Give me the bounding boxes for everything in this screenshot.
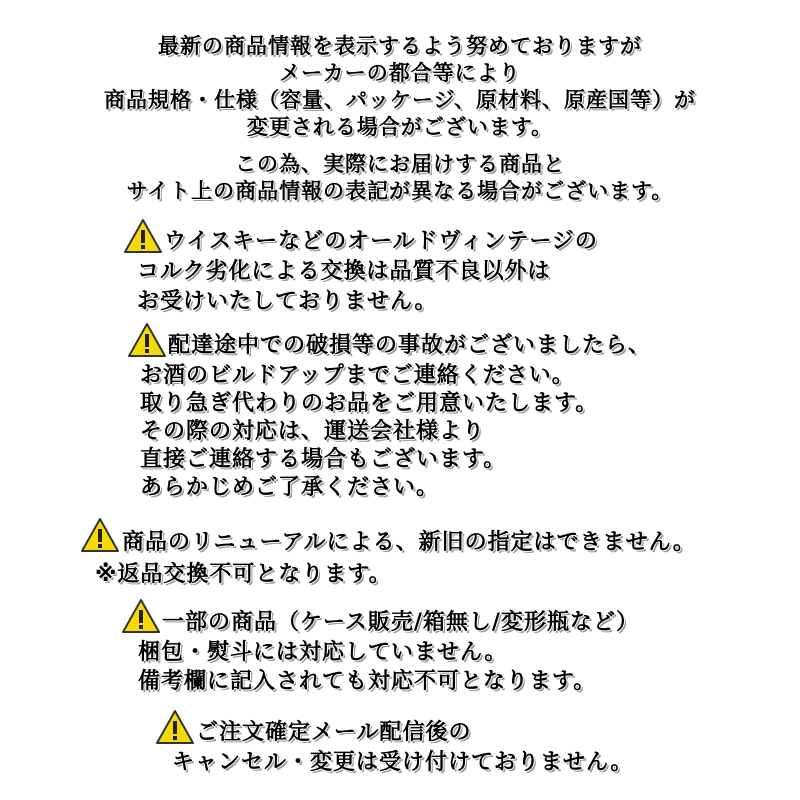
- warning-icon: [80, 517, 120, 553]
- warning-icon: [121, 598, 161, 634]
- notice-3-line: 商品のリニューアルによる、新旧の指定はできません。: [122, 530, 696, 555]
- intro-line: 商品規格・仕様（容量、パッケージ、原材料、原産国等）が: [104, 88, 696, 112]
- notice-2-line: その際の対応は、運送会社様より: [140, 419, 486, 444]
- notice-2-line: 直接ご連絡する場合もございます。: [140, 447, 507, 472]
- intro-line: 最新の商品情報を表示するよう努めておりますが: [158, 34, 642, 58]
- notice-1-line: ウイスキーなどのオールドヴィンテージの: [164, 229, 598, 254]
- warning-icon: [127, 322, 167, 358]
- notice-2-line: お酒のビルドアップまでご連絡ください。: [140, 363, 575, 388]
- notice-1-line: お受けいたしておりません。: [137, 289, 438, 314]
- intro-line: この為、実際にお届けする商品と: [235, 152, 565, 176]
- intro-line: メーカーの都合等により: [279, 61, 521, 85]
- notice-3-line: ※返品交換不可となります。: [95, 562, 392, 587]
- notice-1-line: コルク劣化による交換は品質不良以外は: [137, 259, 551, 284]
- warning-icon: [155, 709, 195, 745]
- notice-2-line: 取り急ぎ代わりのお品をご用意いたします。: [140, 391, 599, 416]
- notice-5-line: ご注文確定メール配信後の: [196, 720, 472, 745]
- intro-line: サイト上の商品情報の表記が異なる場合がございます。: [126, 179, 674, 203]
- notice-2-line: あらかじめご了承ください。: [140, 475, 440, 500]
- notice-4-line: 一部の商品（ケース販売/箱無し/変形瓶など）: [162, 610, 639, 635]
- notice-4-line: 備考欄に記入されても対応不可となります。: [138, 669, 597, 694]
- notice-4-line: 梱包・熨斗には対応していません。: [138, 640, 508, 665]
- intro-line: 変更される場合がございます。: [246, 115, 554, 139]
- notice-2-line: 配達途中での破損等の事故がございましたら、: [168, 333, 652, 358]
- warning-icon: [123, 218, 163, 254]
- notice-5-line: キャンセル・変更は受け付けておりません。: [172, 750, 634, 775]
